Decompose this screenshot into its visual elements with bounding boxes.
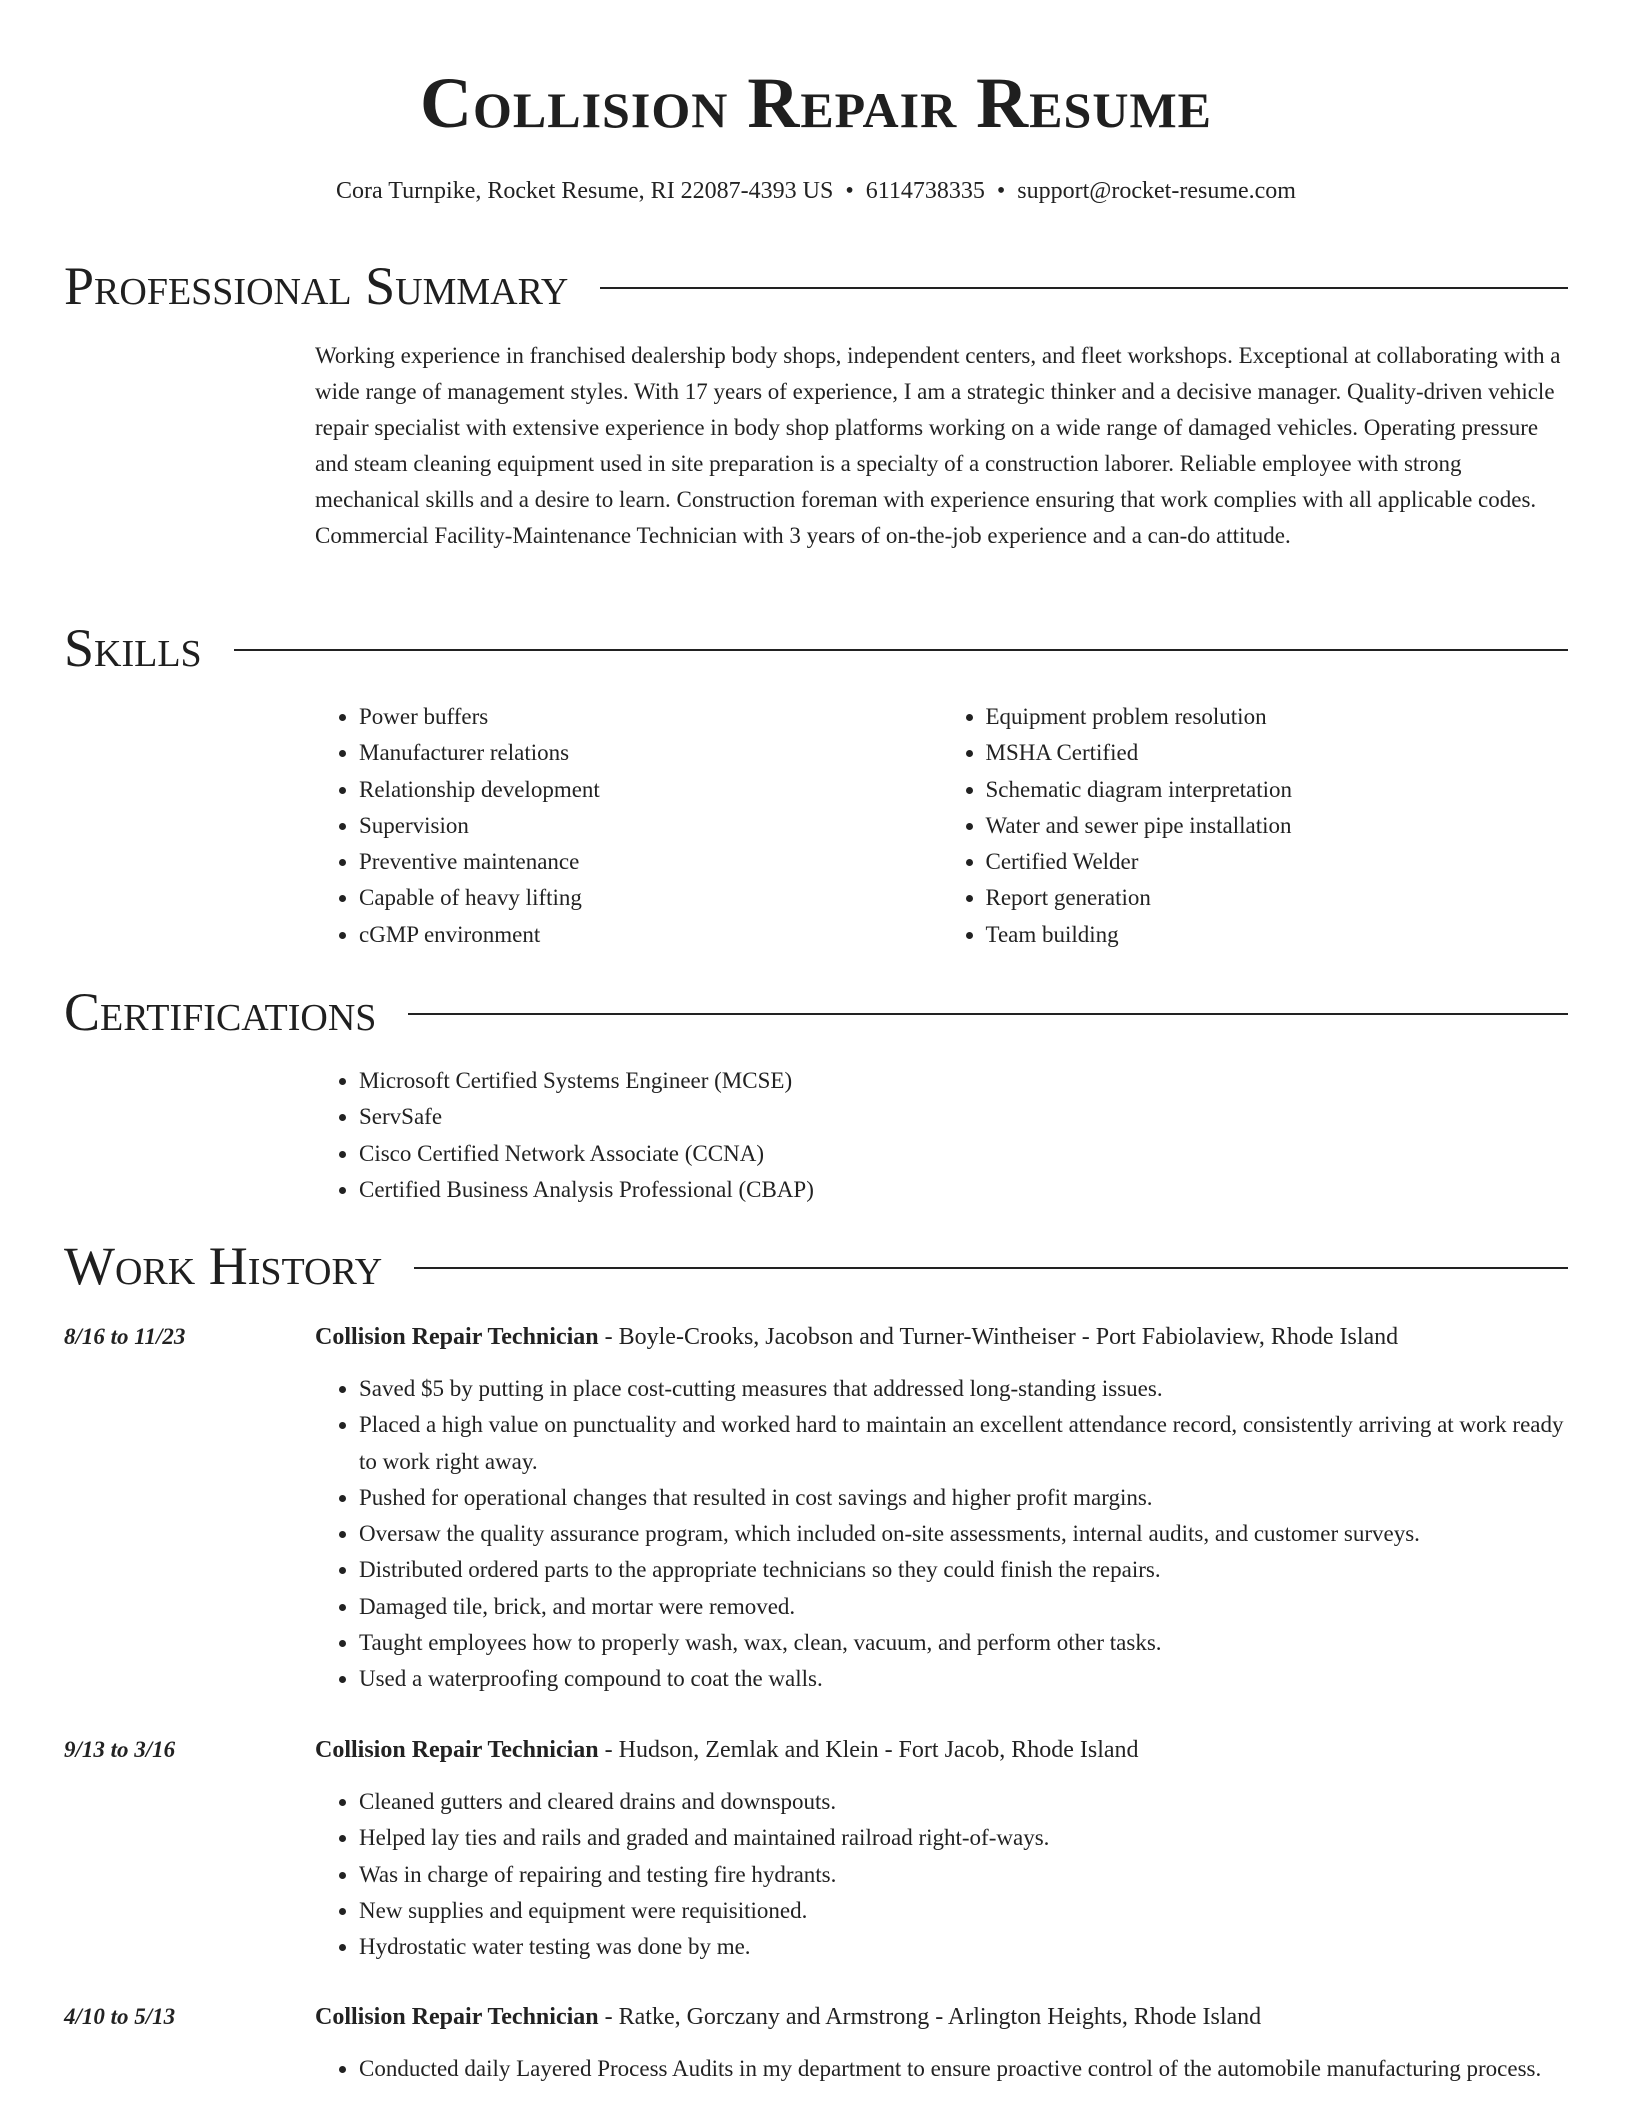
skill-item: • cGMP environment	[359, 917, 942, 953]
job-duty-item: • Damaged tile, brick, and mortar were removed.	[359, 1589, 1568, 1625]
job-duty-item: • Hydrostatic water testing was done by me.	[359, 1929, 1568, 1965]
skill-item: • Water and sewer pipe installation	[986, 808, 1569, 844]
certification-item: • ServSafe	[359, 1099, 1568, 1135]
skill-item: • Power buffers	[359, 699, 942, 735]
skill-item: • Team building	[986, 917, 1569, 953]
skills-heading: Skills	[64, 618, 202, 678]
job-duty-item: • New supplies and equipment were requisitioned.	[359, 1893, 1568, 1929]
job-duty-item: • Used a waterproofing compound to coat the walls.	[359, 1661, 1568, 1697]
skill-item: • Equipment problem resolution	[986, 699, 1569, 735]
job-title: Collision Repair Technician	[315, 1324, 599, 1350]
job-duty-item: • Oversaw the quality assurance program, which included on-site assessments, internal audits, and customer surveys.	[359, 1516, 1568, 1552]
section-divider	[234, 649, 1568, 651]
skill-item: • Manufacturer relations	[359, 735, 942, 771]
job-title: Collision Repair Technician	[315, 1737, 599, 1763]
skills-block	[315, 699, 1568, 953]
job-duty-item: • Saved $5 by putting in place cost-cutting measures that addressed long-standing issues.	[359, 1371, 1568, 1407]
certification-item: • Microsoft Certified Systems Engineer (MCSE)	[359, 1063, 1568, 1099]
work-history-heading: Work History	[64, 1236, 383, 1296]
skill-item: • MSHA Certified	[986, 735, 1569, 771]
contact-line	[64, 174, 1568, 208]
contact-email: support@rocket-resume.com	[1017, 178, 1296, 204]
skill-item: • Preventive maintenance	[359, 844, 942, 880]
job-duty-item: • Was in charge of repairing and testing fire hydrants.	[359, 1857, 1568, 1893]
skill-item: • Report generation	[986, 880, 1569, 916]
skills-list-right	[942, 699, 1569, 953]
skill-item: • Relationship development	[359, 772, 942, 808]
certification-item: • Certified Business Analysis Professional (CBAP)	[359, 1172, 1568, 1208]
certifications-list	[315, 1063, 1568, 1208]
summary-heading: Professional Summary	[64, 256, 569, 316]
work-history-section-header	[64, 1234, 1568, 1298]
skill-item: • Certified Welder	[986, 844, 1569, 880]
contact-phone: 6114738335	[865, 178, 985, 204]
job-duties-list	[315, 1784, 1568, 1965]
job-employer-location: - Boyle-Crooks, Jacobson and Turner-Wintheiser - Port Fabiolaview, Rhode Island	[598, 1324, 1399, 1350]
section-divider	[408, 1013, 1568, 1015]
contact-address: Cora Turnpike, Rocket Resume, RI 22087-4393 US	[336, 178, 834, 204]
certification-item: • Cisco Certified Network Associate (CCNA)	[359, 1136, 1568, 1172]
summary-text: Working experience in franchised dealership body shops, independent centers, and fleet workshops. Exceptional at collaborating with a wide range of management styles. With 17 years of experience, I am a strategic thinker and a decisive manager. Quality-driven vehicle repair specialist with extensive experience in body shop platforms working on a wide range of damaged vehicles. Operating pressure and steam cleaning equipment used in site preparation is a specialty of a construction laborer. Reliable employee with strong mechanical skills and a desire to learn. Construction foreman with experience ensuring that work complies with all applicable codes. Commercial Facility-Maintenance Technician with 3 years of on-the-job experience and a can-do attitude.	[315, 343, 1561, 548]
job-dates: 9/13 to 3/16	[64, 1737, 176, 1762]
job-employer-location: - Ratke, Gorczany and Armstrong - Arlington Heights, Rhode Island	[598, 2004, 1262, 2030]
job-duty-item: • Placed a high value on punctuality and worked hard to maintain an excellent attendance record, consistently arriving at work ready to work right away.	[359, 1407, 1568, 1480]
job-role	[315, 1319, 1568, 1355]
job-duty-item: • Conducted daily Layered Process Audits in my department to ensure proactive control of the automobile manufacturing process.	[359, 2051, 1568, 2087]
certifications-heading: Certifications	[64, 982, 377, 1042]
job-dates: 4/10 to 5/13	[64, 2004, 176, 2029]
skill-item: • Supervision	[359, 808, 942, 844]
job-duty-item: • Cleaned gutters and cleared drains and downspouts.	[359, 1784, 1568, 1820]
contact-separator: •	[996, 178, 1006, 204]
section-divider	[600, 287, 1568, 289]
skill-item: • Capable of heavy lifting	[359, 880, 942, 916]
certifications-section-header	[64, 980, 1568, 1044]
job-duty-item: • Helped lay ties and rails and graded and maintained railroad right-of-ways.	[359, 1820, 1568, 1856]
job-duty-item: • Taught employees how to properly wash, wax, clean, vacuum, and perform other tasks.	[359, 1625, 1568, 1661]
job-duties-list	[315, 2051, 1568, 2087]
section-divider	[414, 1267, 1568, 1269]
certifications-block	[315, 1063, 1568, 1208]
job-duty-item: • Distributed ordered parts to the appropriate technicians so they could finish the repairs.	[359, 1552, 1568, 1588]
skills-section-header	[64, 616, 1568, 680]
job-duty-item: • Pushed for operational changes that resulted in cost savings and higher profit margins.	[359, 1480, 1568, 1516]
job-dates: 8/16 to 11/23	[64, 1324, 186, 1349]
job-role	[315, 1999, 1568, 2035]
skill-item: • Schematic diagram interpretation	[986, 772, 1569, 808]
skills-list-left	[315, 699, 942, 953]
job-employer-location: - Hudson, Zemlak and Klein - Fort Jacob, Rhode Island	[598, 1737, 1139, 1763]
job-role	[315, 1732, 1568, 1768]
job-duties-list	[315, 1371, 1568, 1698]
job-title: Collision Repair Technician	[315, 2004, 599, 2030]
summary-block	[315, 338, 1568, 554]
summary-section-header	[64, 254, 1568, 318]
contact-separator: •	[845, 178, 854, 204]
resume-title: Collision Repair Resume	[420, 63, 1212, 143]
